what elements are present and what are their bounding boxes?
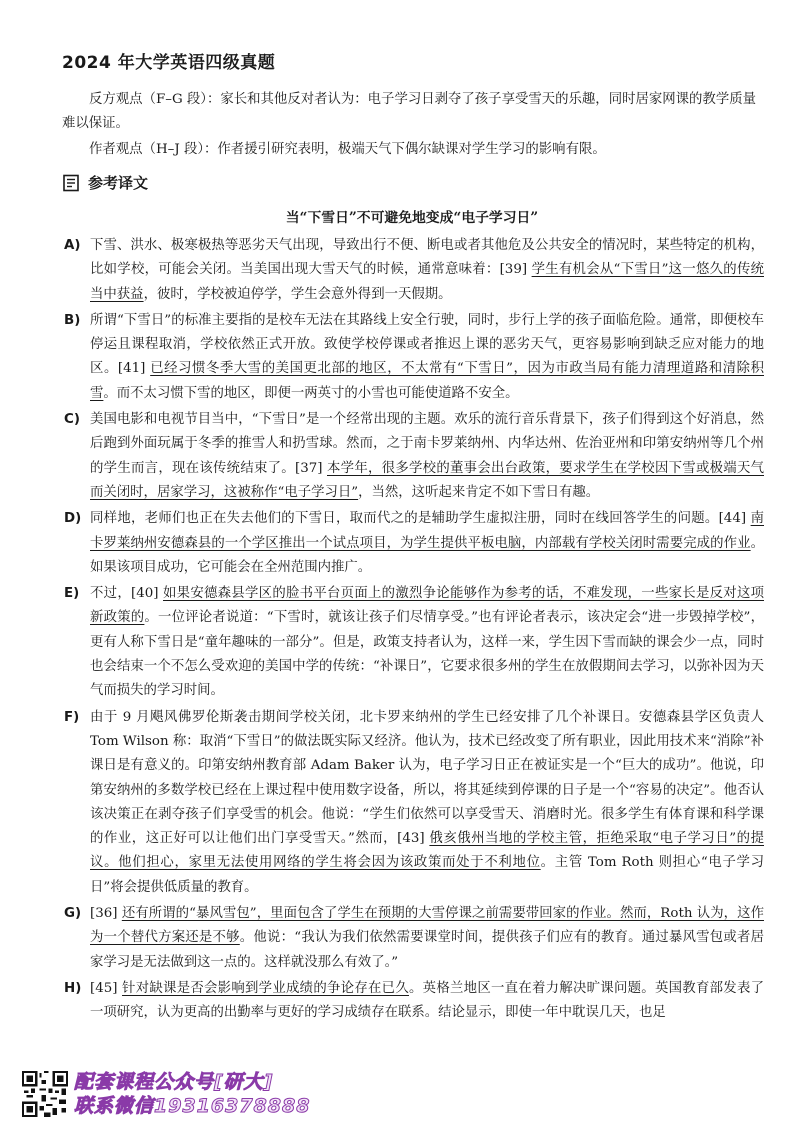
answer-underline: 已经习惯冬季大雪的美国更北部的地区，不太常有“下雪日”，因为市政当局有能力清理道路和清除积雪 <box>90 361 764 401</box>
promo-line: 联系微信19316378888 <box>74 1095 311 1117</box>
intro-block <box>62 88 762 162</box>
answer-underline: 还有所谓的“暴风雪包”，里面包含了学生在预期的大雪停课之前需要带回家的作业。然而，Roth 认为，这作为一个替代方案还是不够 <box>90 906 764 946</box>
answer-underline: 俄亥俄州当地的学校主管，拒绝采取“电子学习日”的提议。他们担心，家里无法使用网络的学生将会因为该政策而处于不利地位 <box>90 831 764 871</box>
article-title: 当“下雪日”不可避免地变成“电子学习日” <box>285 210 539 226</box>
paragraph <box>64 977 764 1026</box>
paragraph <box>64 234 764 307</box>
paragraph-label: A) <box>64 238 81 253</box>
paragraph-text: 下雪、洪水、极寒极热等恶劣天气出现，导致出行不便、断电或者其他危及公共安全的情况时，某些特定的机构，比如学校，可能会关闭。当美国出现大雪天气的时候，通常意味着：[39] <box>90 238 764 278</box>
paragraph-text: 美国电影和电视节目当中，“下雪日”是一个经常出现的主题。欢乐的流行音乐背景下，孩子们得到这个好消息，然后跑到外面玩属于冬季的推雪人和扔雪球。然而，之于南卡罗莱纳州、内华达州、佐治亚州和印第安纳州等几个州的学生而言，现在该传统结束了。[37] <box>90 412 764 476</box>
paragraph-text: 。他说：“我认为我们依然需要课堂时间，提供孩子们应有的教育。通过暴风雪包或者居家学习是无法做到这一点的。这样就没那么有效了。” <box>90 930 765 970</box>
qr-code-icon[interactable] <box>22 1071 68 1117</box>
paragraph <box>64 582 764 703</box>
intro-line: 反方观点（F–G 段）：家长和其他反对者认为：电子学习日剥夺了孩子享受雪天的乐趣，同时居家网课的教学质量难以保证。 <box>62 92 756 131</box>
translation-paragraphs <box>64 234 764 1028</box>
paragraph-label: E) <box>64 586 80 602</box>
paragraph-label: F) <box>64 709 80 725</box>
document-icon <box>62 174 80 192</box>
paragraph-label: C) <box>64 412 80 428</box>
paragraph-text: 由于 9 月飓风佛罗伦斯袭击期间学校关闭，北卡罗来纳州的学生已经安排了几个补课日。安德森县学区负责人 Tom Wilson 称：取消“下雪日”的做法既实际又经济。他认为，技术已经改变了所有职业，因此用技术来“消除”补课日是有意义的。印第安纳州教育部 Adam Baker 认为，电子学习日正在被证实是一个“巨大的成功”。他说，印第安纳州的多数学校已经在上课过程中使用数字设备，所以，将其延续到停课的日子是一个“容易的决定”。他否认该决策正在剥夺孩子们享受雪的机会。他说：“学生们依然可以享受雪天、消磨时光。很多学生有体育课和科学课的作业，这正好可以让他们出门享受雪天。”然而，[43] <box>90 709 764 847</box>
answer-underline: 如果安德森县学区的脸书平台页面上的激烈争论能够作为参考的话，不难发现，一些家长是反对这项新政策的 <box>90 586 764 626</box>
promo-text <box>74 1070 310 1118</box>
paragraph-text: ，当然，这听起来肯定不如下雪日有趣。 <box>358 484 600 500</box>
paragraph-text: 。英格兰地区一直在着力解决旷课问题。英国教育部发表了一项研究，认为更高的出勤率与更好的学习成绩存在联系。结论显示，即使一年中耽误几天，也足 <box>90 980 765 1021</box>
paragraph <box>64 902 764 975</box>
paragraph-text: 。一位评论者说道：“下雪时，就该让孩子们尽情享受。”也有评论者表示，该决定会“进一步毁掉学校”，更有人称下雪日是“童年趣味的一部分”。但是，政策支持者认为，这样一来，学生因下雪而缺的课会少一点，同时也会结束一个不怎么受欢迎的美国中学的传统：“补课日”，它要求很多州的学生在放假期间去学习，以弥补因为天气而损失的学习时间。 <box>90 610 764 699</box>
paragraph-label: G) <box>64 906 82 922</box>
paragraph-text: 所谓“下雪日”的标准主要指的是校车无法在其路线上安全行驶，同时，步行上学的孩子面临危险。通常，即便校车停运且课程取消，学校依然正式开放。致使学校停课或者推迟上课的恶劣天气，更容易影响到缺乏应对能力的地区。[41] <box>90 312 764 377</box>
intro-line: 作者观点（H–J 段）：作者援引研究表明，极端天气下偶尔缺课对学生学习的影响有限。 <box>89 142 606 157</box>
section-title: 参考译文 <box>88 174 149 192</box>
paragraph-text: ，彼时，学校被迫停学，学生会意外得到一天假期。 <box>143 286 452 302</box>
paragraph <box>64 408 764 505</box>
answer-underline: 学生有机会从“下雪日”这一悠久的传统当中获益 <box>90 262 764 302</box>
paragraph-label: H) <box>64 980 82 996</box>
paragraph-text: 。而不太习惯下雪的地区，即便一两英寸的小雪也可能使道路不安全。 <box>103 385 519 401</box>
page-header: 2024 年大学英语四级真题 <box>62 53 276 73</box>
paragraph-text: [45] <box>90 980 123 996</box>
answer-underline: 本学年，很多学校的董事会出台政策，要求学生在学校因下雪或极端天气而关闭时，居家学习，这被称作“电子学习日” <box>90 460 764 500</box>
paragraph-label: B) <box>64 312 81 328</box>
paragraph-text: 。主管 Tom Roth 则担心“电子学习日”将会提供低质量的教育。 <box>90 855 764 895</box>
answer-underline: 南卡罗莱纳州安德森县的一个学区推出一个试点项目，为学生提供平板电脑，内部载有学校关闭时需要完成的作业 <box>90 511 764 551</box>
paragraph-text: 不过，[40] <box>90 586 164 602</box>
paragraph-text: 。如果该项目成功，它可能会在全州范围内推广。 <box>90 535 764 575</box>
section-heading <box>62 172 148 193</box>
paragraph-text: 同样地，老师们也正在失去他们的下雪日，取而代之的是辅助学生虚拟注册，同时在线回答学生的问题。[44] <box>90 511 751 527</box>
paragraph <box>64 309 764 406</box>
promo-line: 配套课程公众号[研大] <box>74 1071 274 1093</box>
promo-footer <box>22 1070 310 1118</box>
paragraph <box>64 706 764 900</box>
paragraph-text: [36] <box>90 906 122 922</box>
paragraph-label: D) <box>64 511 82 527</box>
paragraph <box>64 507 764 580</box>
answer-underline: 针对缺课是否会影响到学业成绩的争论存在已久 <box>122 980 409 996</box>
